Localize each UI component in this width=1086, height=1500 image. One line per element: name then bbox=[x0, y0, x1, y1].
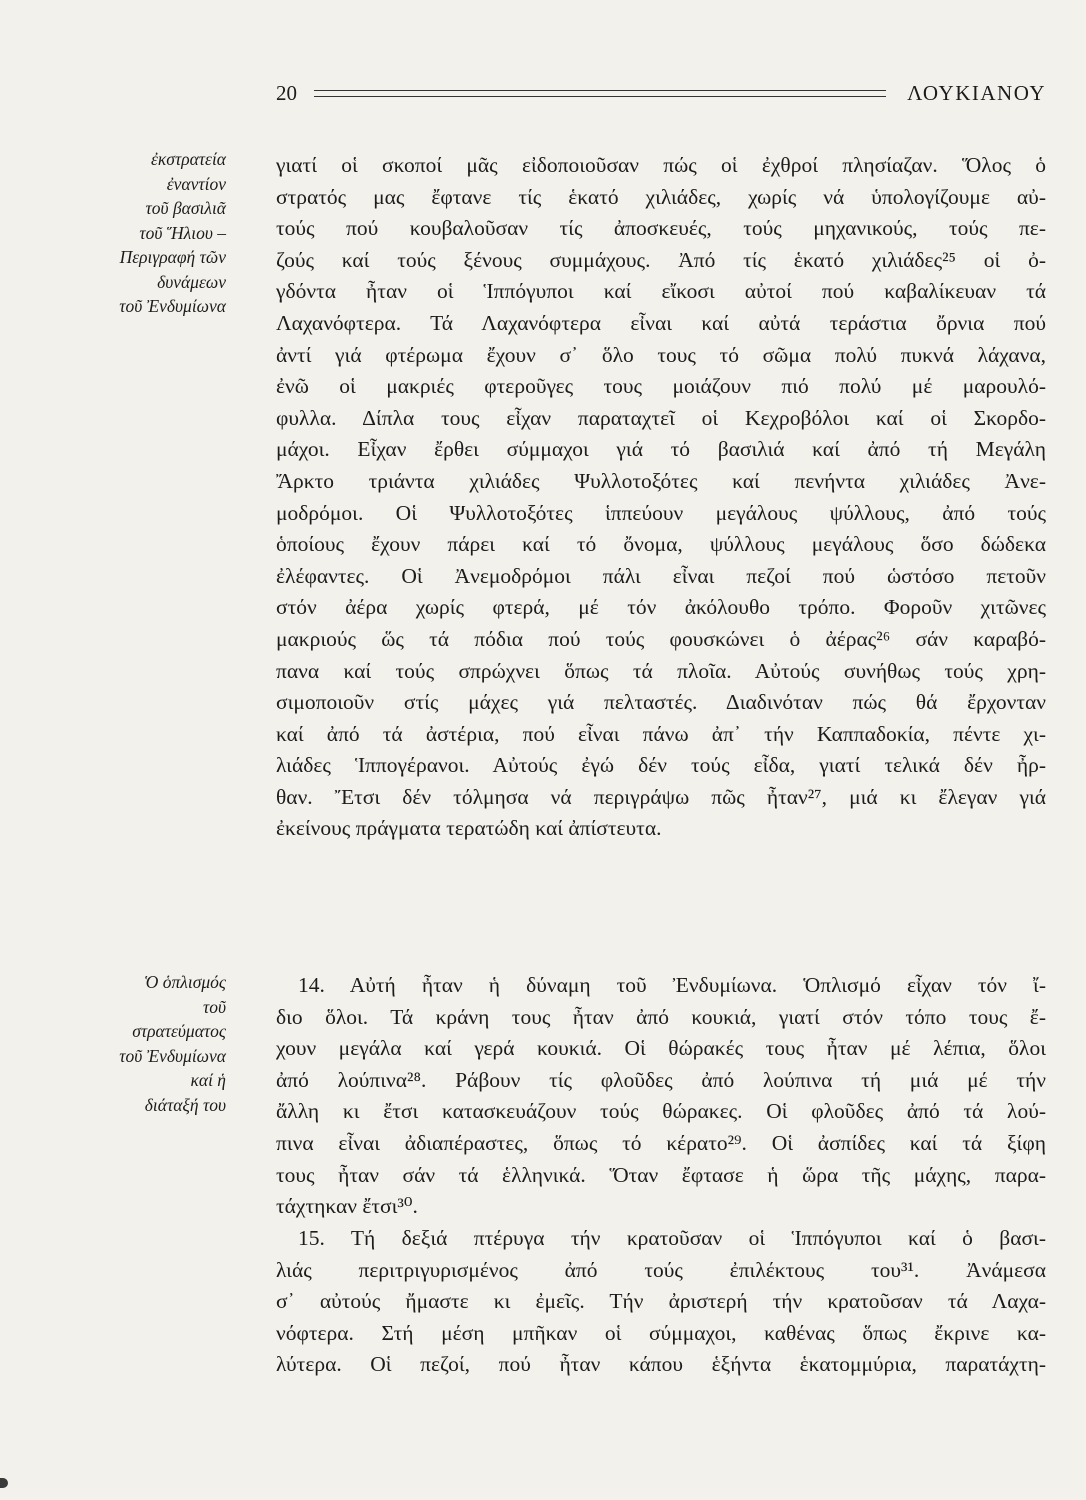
text-line: γδόντα ἦταν οἱ Ἱππόγυποι καί εἴκοσι αὐτοί πού καβαλίκευαν τά bbox=[276, 279, 1046, 304]
paragraph-15 bbox=[276, 1223, 1046, 1381]
text-line: μάχοι. Εἶχαν ἔρθει σύμμαχοι γιά τό βασιλιά καί ἀπό τή Μεγάλη bbox=[276, 437, 1046, 462]
text-line: ἐκείνους πράγματα τερατώδη καί ἀπίστευτα. bbox=[276, 816, 662, 841]
margin-note-line: ἐναντίον bbox=[166, 173, 226, 194]
text-line: διο ὅλοι. Τά κράνη τους ἦταν ἀπό κουκιά, γιατί στόν τόπο τους ἔ- bbox=[276, 1004, 1046, 1029]
text-line: τούς πού κουβαλοῦσαν τίς ἀποσκευές, τούς μηχανικούς, τούς πε- bbox=[276, 216, 1046, 241]
text-line: χουν μεγάλα καί γερά κουκιά. Οἱ θώρακές τους ἦταν μέ λέπια, ὅλοι bbox=[276, 1036, 1046, 1061]
margin-note-line: Περιγραφή τῶν bbox=[119, 247, 226, 267]
page-number: 20 bbox=[276, 81, 297, 105]
text-line: ἀντί γιά φτέρωμα ἔχουν σ᾽ ὅλο τους τό σῶμα πολύ πυκνά λάχανα, bbox=[276, 342, 1046, 367]
text-line: ἄλλη κι ἔτσι κατασκευάζουν τούς θώρακες. Οἱ φλοῦδες ἀπό τά λού- bbox=[276, 1099, 1046, 1124]
margin-note-line: καί ἡ bbox=[190, 1070, 226, 1090]
page-header bbox=[276, 78, 1046, 108]
text-line: γιατί οἱ σκοποί μᾶς εἰδοποιοῦσαν πώς οἱ ἐχθροί πλησίαζαν. Ὅλος ὁ bbox=[276, 153, 1046, 177]
paragraph-14 bbox=[276, 970, 1046, 1223]
text-line: ἐνῶ οἱ μακριές φτεροῦγες τους μοιάζουν πιό πολύ μέ μαρουλό- bbox=[276, 374, 1046, 399]
margin-note-line: δυνάμεων bbox=[157, 271, 226, 292]
text-line: 15. Τή δεξιά πτέρυγα τήν κρατοῦσαν οἱ Ἱππόγυποι καί ὁ βασι- bbox=[298, 1226, 1046, 1250]
margin-note-line: τοῦ βασιλιᾶ bbox=[145, 198, 226, 218]
text-line: ζούς καί τούς ξένους συμμάχους. Ἀπό τίς ἑκατό χιλιάδες²⁵ οἱ ὀ- bbox=[276, 247, 1046, 272]
margin-note-line: ἐκστρατεία bbox=[151, 149, 226, 169]
text-line: λιάς περιτριγυρισμένος ἀπό τούς ἐπιλέκτους του³¹. Ἀνάμεσα bbox=[276, 1257, 1046, 1282]
text-line: ὁποίους ἔχουν πάρει καί τό ὄνομα, ψύλλους μεγάλους ὅσο δώδεκα bbox=[276, 532, 1046, 557]
text-line: μακριούς ὥς τά πόδια πού τούς φουσκώνει ὁ ἀέρας²⁶ σάν καραβό- bbox=[276, 626, 1046, 651]
margin-note-line: στρατεύματος bbox=[132, 1021, 226, 1041]
text-line: ἐλέφαντες. Οἱ Ἀνεμοδρόμοι πάλι εἶναι πεζοί πού ὡστόσο πετοῦν bbox=[276, 563, 1046, 588]
text-line: ἀπό λούπινα²⁸. Ράβουν τίς φλοῦδες ἀπό λούπινα τή μιά μέ τήν bbox=[276, 1067, 1046, 1092]
text-line: Ἄρκτο τριάντα χιλιάδες Ψυλλοτοξότες καί πενήντα χιλιάδες Ἀνε- bbox=[276, 468, 1046, 493]
paragraph-13-end bbox=[276, 150, 1046, 845]
margin-note-expedition bbox=[76, 147, 226, 319]
header-rule bbox=[314, 90, 886, 97]
text-line: θαν. Ἔτσι δέν τόλμησα νά περιγράψω πῶς ἦταν²⁷, μιά κι ἔλεγαν γιά bbox=[276, 784, 1046, 809]
text-line: στρατός μας ἔφτανε τίς ἑκατό χιλιάδες, χωρίς νά ὑπολογίζουμε αὐ- bbox=[276, 184, 1046, 209]
margin-note-line: τοῦ Ἐνδυμίωνα bbox=[119, 296, 226, 316]
text-line: τάχτηκαν ἔτσι³⁰. bbox=[276, 1194, 418, 1219]
text-line: στόν ἀέρα χωρίς φτερά, μέ τόν ἀκόλουθο τρόπο. Φοροῦν χιτῶνες bbox=[276, 595, 1046, 620]
scan-edge-mark bbox=[0, 1478, 8, 1488]
text-line: τους ἦταν σάν τά ἑλληνικά. Ὅταν ἔφτασε ἡ ὥρα τῆς μάχης, παρα- bbox=[276, 1162, 1046, 1187]
text-line: Λαχανόφτερα. Τά Λαχανόφτερα εἶναι καί αὐτά τεράστια ὄρνια πού bbox=[276, 310, 1046, 335]
margin-note-line: τοῦ Ἥλιου – bbox=[139, 222, 226, 243]
margin-note-line: τοῦ bbox=[202, 996, 226, 1017]
text-line: πινα εἶναι ἀδιαπέραστες, ὅπως τό κέρατο²⁹. Οἱ ἀσπίδες καί τά ξίφη bbox=[276, 1130, 1046, 1155]
text-line: νόφτερα. Στή μέση μπῆκαν οἱ σύμμαχοι, καθένας ὅπως ἔκρινε κα- bbox=[276, 1320, 1046, 1345]
margin-note-armament bbox=[76, 970, 226, 1117]
text-line: λιάδες Ἱππογέρανοι. Αὐτούς ἐγώ δέν τούς εἶδα, γιατί τελικά δέν ἦρ- bbox=[276, 753, 1046, 778]
text-line: 14. Αὐτή ἦταν ἡ δύναμη τοῦ Ἐνδυμίωνα. Ὁπλισμό εἶχαν τόν ἴ- bbox=[298, 973, 1046, 997]
text-line: καί ἀπό τά ἀστέρια, πού εἶναι πάνω ἀπ᾽ τήν Καππαδοκία, πέντε χι- bbox=[276, 721, 1046, 746]
text-line: φυλλα. Δίπλα τους εἶχαν παραταχτεῖ οἱ Κεχροβόλοι καί οἱ Σκορδο- bbox=[276, 405, 1046, 430]
text-line: πανα καί τούς σπρώχνει ὅπως τά πλοῖα. Αὐτούς συνήθως τούς χρη- bbox=[276, 658, 1046, 683]
margin-note-line: Ὁ ὁπλισμός bbox=[144, 972, 226, 992]
text-line: λύτερα. Οἱ πεζοί, πού ἦταν κάπου ἑξήντα ἑκατομμύρια, παρατάχτη- bbox=[276, 1352, 1046, 1377]
text-line: σ᾽ αὐτούς ἤμαστε κι ἐμεῖς. Τήν ἀριστερή τήν κρατοῦσαν τά Λαχα- bbox=[276, 1289, 1046, 1314]
text-line: μοδρόμοι. Οἱ Ψυλλοτοξότες ἱππεύουν μεγάλους ψύλλους, ἀπό τούς bbox=[276, 500, 1046, 525]
running-head: ΛΟΥΚΙΑΝΟΥ bbox=[907, 81, 1046, 105]
margin-note-line: διάταξή του bbox=[144, 1094, 226, 1115]
margin-note-line: τοῦ Ἐνδυμίωνα bbox=[119, 1045, 226, 1066]
text-line: σιμοποιοῦν στίς μάχες γιά πελταστές. Διαδινόταν πώς θά ἔρχονταν bbox=[276, 690, 1046, 715]
